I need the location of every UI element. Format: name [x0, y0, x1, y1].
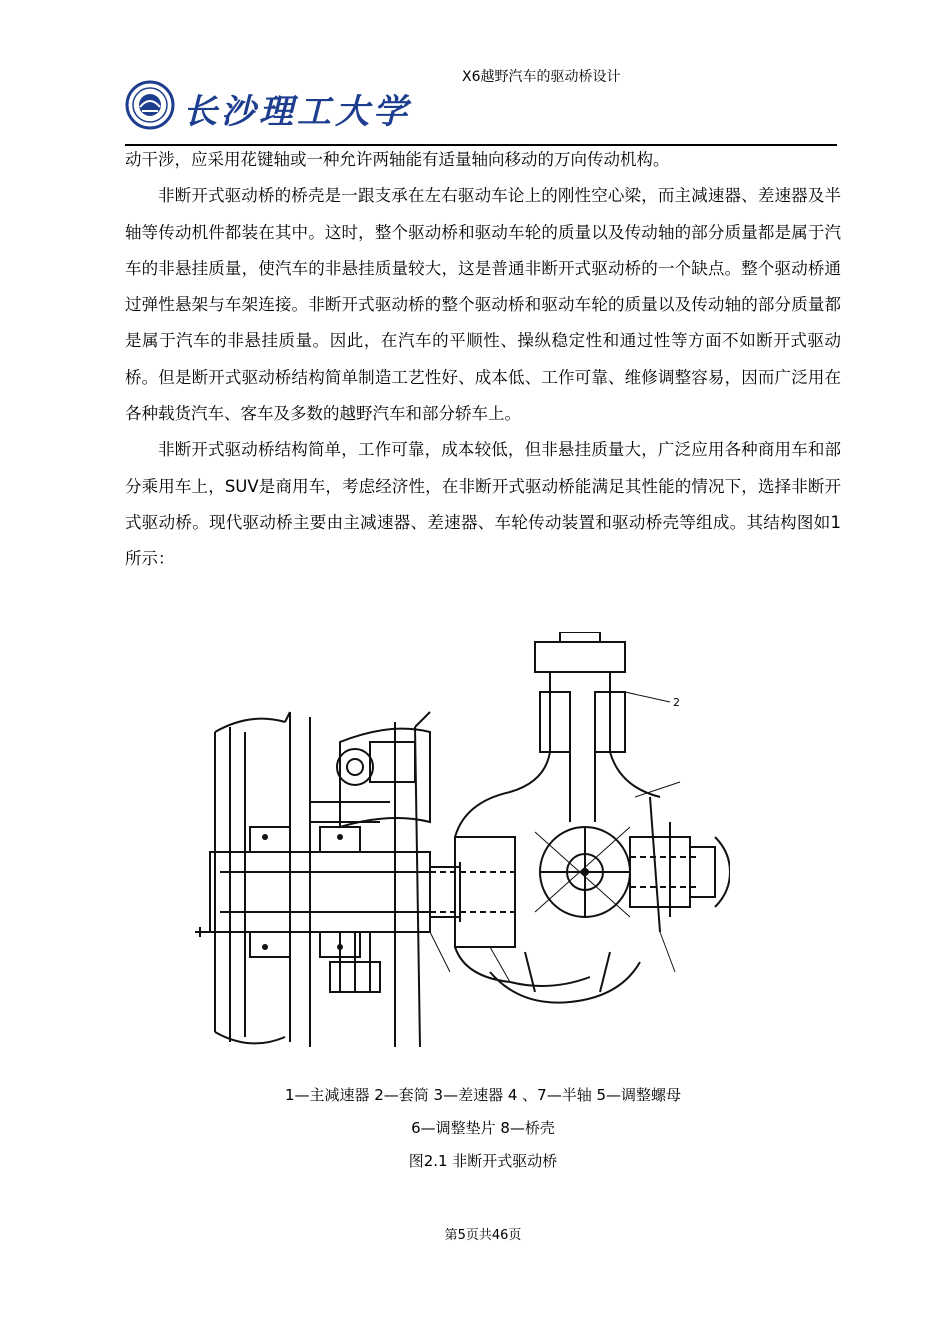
drive-axle-technical-drawing	[190, 632, 730, 1052]
body-text	[125, 142, 841, 578]
figure-legend-line-2: 6—调整垫片 8—桥壳	[411, 1119, 555, 1137]
university-name-logo: 长沙理工大学	[183, 92, 411, 132]
page-header	[125, 60, 837, 146]
university-seal-icon	[125, 80, 175, 130]
document-title: X6越野汽车的驱动桥设计	[462, 69, 621, 85]
figure-title: 图2.1 非断开式驱动桥	[408, 1152, 558, 1170]
page-number: 第5页共46页	[444, 1228, 522, 1243]
paragraph-1: 动干涉，应采用花键轴或一种允许两轴能有适量轴向移动的万向传动机构。	[125, 150, 670, 169]
drawing-label: 2	[673, 696, 680, 709]
paragraph-2: 非断开式驱动桥的桥壳是一跟支承在左右驱动车论上的刚性空心梁，而主减速器、差速器及半轴等传动机件都装在其中。这时，整个驱动桥和驱动车轮的质量以及传动轴的部分质量都是属于汽车的非悬挂质量，使汽车的非悬挂质量较大，这是普通非断开式驱动桥的一个缺点。整个驱动桥通过弹性悬架与车架连接。非断开式驱动桥的整个驱动桥和驱动车轮的质量以及传动轴的部分质量都是属于汽车的非悬挂质量。因此，在汽车的平顺性、操纵稳定性和通过性等方面不如断开式驱动桥。但是断开式驱动桥结构简单制造工艺性好、成本低、工作可靠、维修调整容易，因而广泛用在各种载货汽车、客车及多数的越野汽车和部分轿车上。	[125, 186, 841, 424]
paragraph-3: 非断开式驱动桥结构简单，工作可靠，成本较低，但非悬挂质量大，广泛应用各种商用车和部分乘用车上，SUV是商用车，考虑经济性，在非断开式驱动桥能满足其性能的情况下，选择非断开式驱动桥。现代驱动桥主要由主减速器、差速器、车轮传动装置和驱动桥壳等组成。其结构图如1所示：	[125, 440, 841, 569]
figure-legend-line-1: 1—主减速器 2—套筒 3—差速器 4 、7—半轴 5—调整螺母	[284, 1086, 682, 1104]
drive-axle-drawing	[190, 632, 730, 1052]
